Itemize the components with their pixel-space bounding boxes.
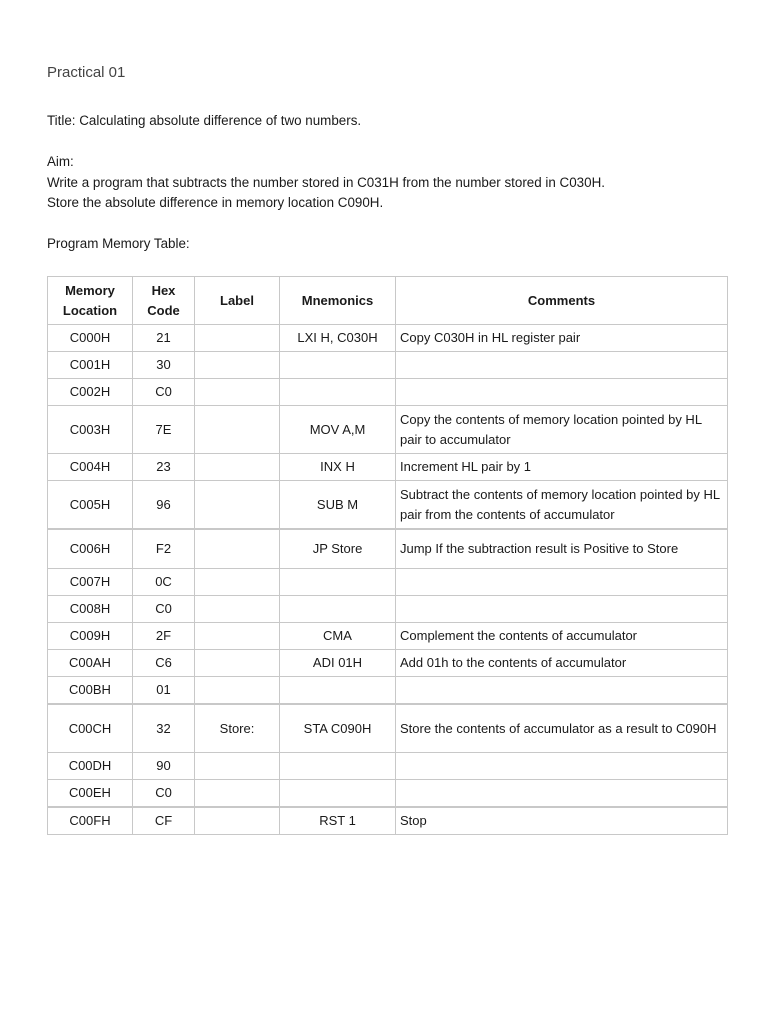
cell-mnemonic: CMA xyxy=(280,623,396,650)
cell-hex: 01 xyxy=(133,677,195,705)
cell-mnemonic xyxy=(280,569,396,596)
cell-mnemonic xyxy=(280,780,396,808)
table-row xyxy=(48,623,728,650)
header-mnemonics: Mnemonics xyxy=(280,277,396,325)
cell-location: C006H xyxy=(48,529,133,569)
cell-comment xyxy=(396,569,728,596)
cell-location: C00CH xyxy=(48,704,133,753)
cell-comment: Stop xyxy=(396,807,728,835)
cell-hex: 96 xyxy=(133,481,195,530)
cell-label xyxy=(195,569,280,596)
cell-label xyxy=(195,406,280,454)
cell-comment: Copy the contents of memory location pointed by HL pair to accumulator xyxy=(396,406,728,454)
cell-comment xyxy=(396,379,728,406)
cell-location: C00FH xyxy=(48,807,133,835)
table-row xyxy=(48,650,728,677)
cell-location: C008H xyxy=(48,596,133,623)
table-row xyxy=(48,677,728,705)
cell-mnemonic xyxy=(280,753,396,780)
header-comments: Comments xyxy=(396,277,728,325)
cell-mnemonic: STA C090H xyxy=(280,704,396,753)
table-row xyxy=(48,569,728,596)
cell-hex: C0 xyxy=(133,596,195,623)
cell-hex: 90 xyxy=(133,753,195,780)
cell-label xyxy=(195,650,280,677)
table-row xyxy=(48,481,728,530)
cell-comment: Copy C030H in HL register pair xyxy=(396,325,728,352)
cell-hex: 23 xyxy=(133,454,195,481)
header-memory-location: Memory Location xyxy=(48,277,133,325)
table-row xyxy=(48,807,728,835)
table-row xyxy=(48,753,728,780)
cell-hex: C0 xyxy=(133,379,195,406)
cell-location: C00DH xyxy=(48,753,133,780)
aim-line: Store the absolute difference in memory location C090H. xyxy=(47,195,384,210)
cell-location: C003H xyxy=(48,406,133,454)
cell-comment xyxy=(396,596,728,623)
table-row xyxy=(48,780,728,808)
cell-mnemonic xyxy=(280,677,396,705)
cell-mnemonic: INX H xyxy=(280,454,396,481)
cell-mnemonic xyxy=(280,352,396,379)
cell-label xyxy=(195,780,280,808)
cell-location: C001H xyxy=(48,352,133,379)
table-row xyxy=(48,454,728,481)
cell-hex: 21 xyxy=(133,325,195,352)
practical-heading: Practical 01 xyxy=(47,64,126,81)
cell-location: C005H xyxy=(48,481,133,530)
cell-mnemonic: JP Store xyxy=(280,529,396,569)
cell-mnemonic: SUB M xyxy=(280,481,396,530)
table-row xyxy=(48,325,728,352)
cell-comment: Increment HL pair by 1 xyxy=(396,454,728,481)
cell-location: C00EH xyxy=(48,780,133,808)
cell-comment xyxy=(396,780,728,808)
aim-label: Aim: xyxy=(47,154,74,169)
cell-mnemonic: MOV A,M xyxy=(280,406,396,454)
cell-mnemonic xyxy=(280,596,396,623)
cell-label xyxy=(195,623,280,650)
header-label: Label xyxy=(195,277,280,325)
table-row xyxy=(48,529,728,569)
table-header-row xyxy=(48,277,728,325)
table-row xyxy=(48,352,728,379)
cell-hex: F2 xyxy=(133,529,195,569)
table-row xyxy=(48,406,728,454)
cell-label xyxy=(195,352,280,379)
cell-comment: Add 01h to the contents of accumulator xyxy=(396,650,728,677)
cell-mnemonic: RST 1 xyxy=(280,807,396,835)
cell-hex: C0 xyxy=(133,780,195,808)
cell-label xyxy=(195,596,280,623)
cell-label xyxy=(195,677,280,705)
table-row xyxy=(48,379,728,406)
cell-hex: CF xyxy=(133,807,195,835)
cell-mnemonic: ADI 01H xyxy=(280,650,396,677)
cell-location: C000H xyxy=(48,325,133,352)
cell-label xyxy=(195,807,280,835)
cell-label: Store: xyxy=(195,704,280,753)
cell-hex: 2F xyxy=(133,623,195,650)
aim-line: Write a program that subtracts the number stored in C031H from the number stored in C030H. xyxy=(47,175,605,190)
cell-hex: 32 xyxy=(133,704,195,753)
cell-location: C002H xyxy=(48,379,133,406)
cell-comment: Subtract the contents of memory location pointed by HL pair from the contents of accumulator xyxy=(396,481,728,530)
cell-location: C007H xyxy=(48,569,133,596)
cell-hex: 7E xyxy=(133,406,195,454)
cell-label xyxy=(195,481,280,530)
cell-hex: 0C xyxy=(133,569,195,596)
table-caption: Program Memory Table: xyxy=(47,236,190,251)
cell-mnemonic: LXI H, C030H xyxy=(280,325,396,352)
cell-comment: Jump If the subtraction result is Positive to Store xyxy=(396,529,728,569)
cell-label xyxy=(195,325,280,352)
cell-comment xyxy=(396,677,728,705)
cell-comment xyxy=(396,352,728,379)
cell-label xyxy=(195,753,280,780)
cell-location: C00BH xyxy=(48,677,133,705)
cell-hex: C6 xyxy=(133,650,195,677)
cell-comment xyxy=(396,753,728,780)
cell-label xyxy=(195,529,280,569)
program-memory-table xyxy=(47,276,728,835)
cell-label xyxy=(195,379,280,406)
table-row xyxy=(48,704,728,753)
cell-comment: Complement the contents of accumulator xyxy=(396,623,728,650)
cell-location: C004H xyxy=(48,454,133,481)
title-line: Title: Calculating absolute difference of two numbers. xyxy=(47,113,362,128)
cell-mnemonic xyxy=(280,379,396,406)
cell-location: C00AH xyxy=(48,650,133,677)
cell-hex: 30 xyxy=(133,352,195,379)
cell-location: C009H xyxy=(48,623,133,650)
header-hex-code: Hex Code xyxy=(133,277,195,325)
cell-label xyxy=(195,454,280,481)
cell-comment: Store the contents of accumulator as a result to C090H xyxy=(396,704,728,753)
table-row xyxy=(48,596,728,623)
